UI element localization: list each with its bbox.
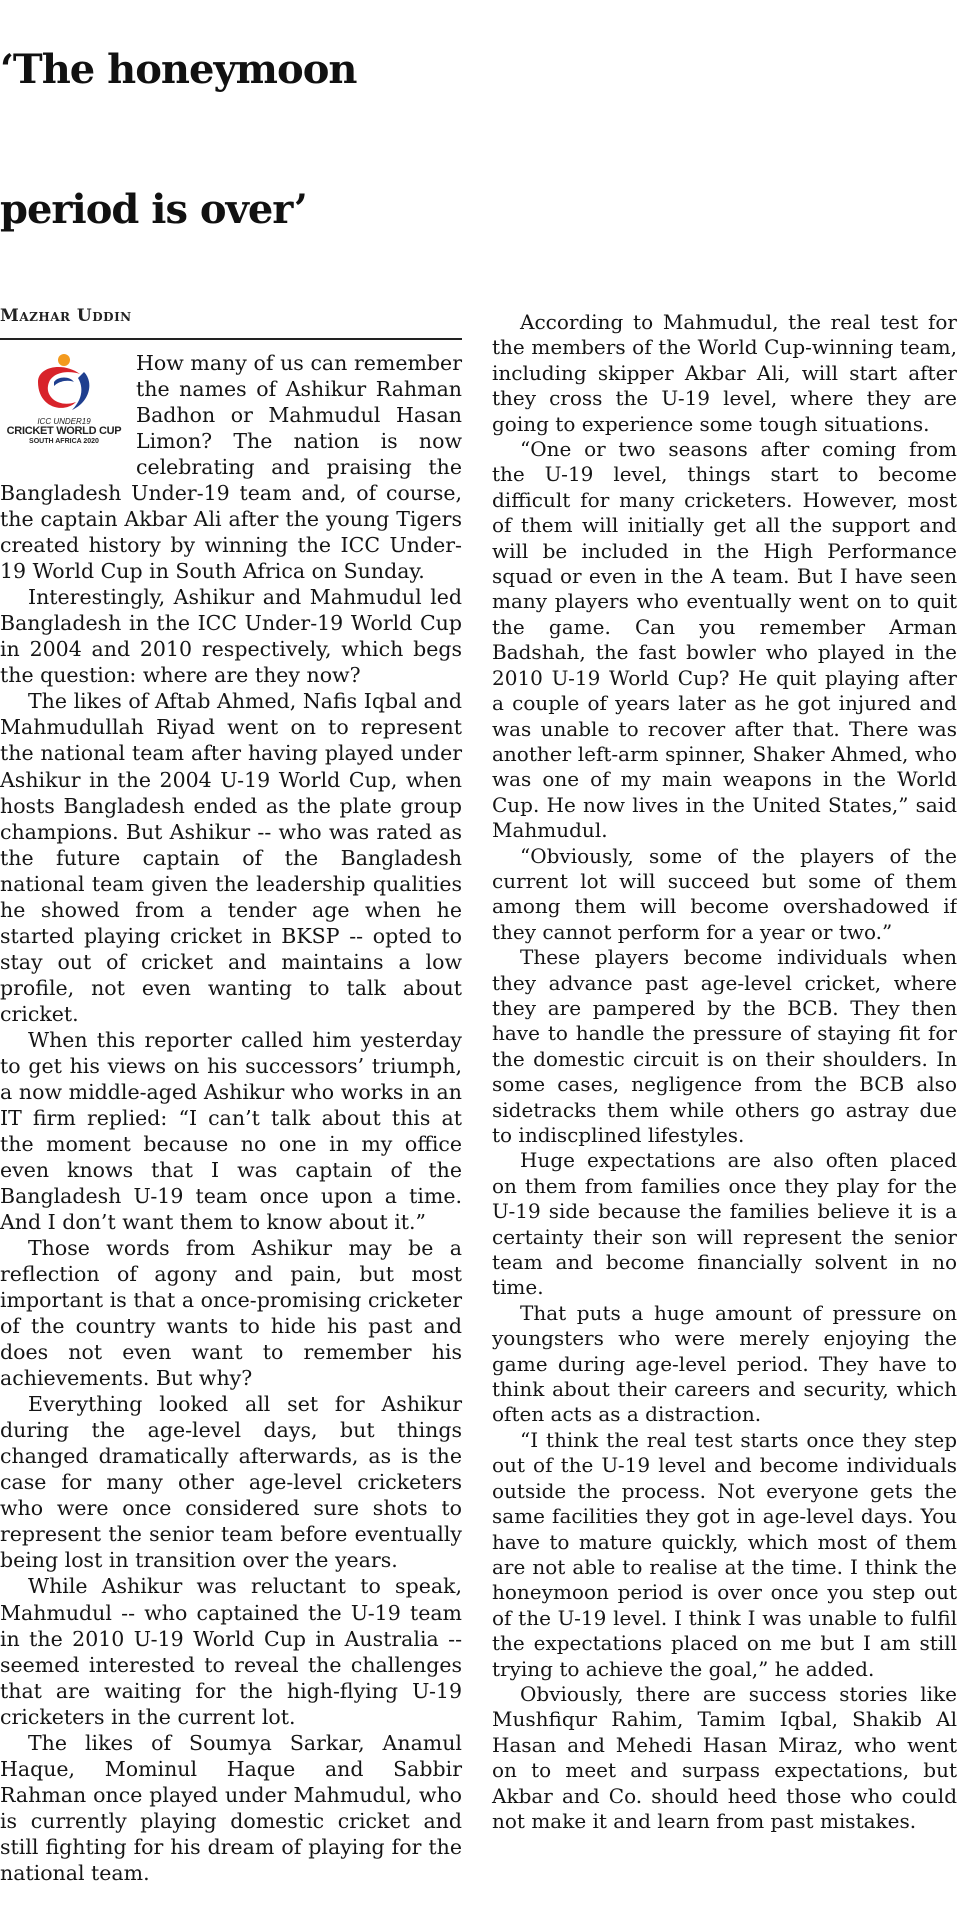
logo-line-1: ICC UNDER19 <box>37 417 91 426</box>
paragraph: Everything looked all set for Ashikur during the age-level days, but things changed dramatically afterwards, as is the case for many other age-level cricketers who were once considered sure shots to represent the senior team before eventually being lost in transition over the years. <box>0 1392 462 1573</box>
paragraph: That puts a huge amount of pressure on youngsters who were merely enjoying the game during age-level period. They have to think about their careers and security, which often acts as a distraction. <box>492 1300 957 1427</box>
paragraph: The likes of Soumya Sarkar, Anamul Haque, Mominul Haque and Sabbir Rahman once played under Mahmudul, who is currently playing domestic cricket and still fighting for his dream of playing for the national team. <box>0 1730 462 1885</box>
paragraph: According to Mahmudul, the real test for the members of the World Cup-winning team, including skipper Akbar Ali, will start after they cross the U-19 level, where they are going to experience some tough situations. <box>492 310 957 436</box>
article-column-right <box>492 310 957 1834</box>
paragraph: The likes of Aftab Ahmed, Nafis Iqbal and Mahmudullah Riyad went on to represent the national team after having played under Ashikur in the 2004 U-19 World Cup, when hosts Bangladesh ended as the plate group champions. But Ashikur -- who was rated as the future captain of the Bangladesh national team given the leadership qualities he showed from a tender age when he started playing cricket in BKSP -- opted to stay out of cricket and maintains a low profile, not even wanting to talk about cricket. <box>0 689 462 1026</box>
trophy-swirl-icon <box>24 352 104 418</box>
logo-line-2: CRICKET WORLD CUP <box>6 425 122 438</box>
paragraph: Obviously, there are success stories like Mushfiqur Rahim, Tamim Iqbal, Shakib Al Hasan and Mehedi Hasan Miraz, who went on to meet and surpass expectations, but Akbar and Co. should heed those who could not make it and learn from past mistakes. <box>492 1681 957 1833</box>
paragraph: “Obviously, some of the players of the current lot will succeed but some of them among them will become overshadowed if they cannot perform for a year or two.” <box>492 843 957 944</box>
icc-u19-world-cup-logo <box>0 352 128 458</box>
logo-line-3: SOUTH AFRICA 2020 <box>29 437 99 445</box>
headline <box>0 0 957 280</box>
byline: Mazhar Uddin <box>0 306 132 326</box>
paragraph: “One or two seasons after coming from the U-19 level, things start to become difficult for many cricketers. However, most of them will initially get all the support and will be included in the High Performance squad or even in the A team. But I have seen many players who eventually went on to quit the game. Can you remember Arman Badshah, the fast bowler who played in the 2010 U-19 World Cup? He quit playing after a couple of years later as he got injured and was unable to recover after that. There was another left-arm spinner, Shaker Ahmed, who was one of my main weapons in the World Cup. He now lives in the United States,” said Mahmudul. <box>492 437 957 843</box>
headline-line-1: ‘The honeymoon <box>0 46 357 93</box>
paragraph: Interestingly, Ashikur and Mahmudul led Bangladesh in the ICC Under-19 World Cup in 2004 and 2010 respectively, which begs the question: where are they now? <box>0 585 462 688</box>
paragraph: How many of us can remember the names of Ashikur Rahman Badhon or Mahmudul Hasan Limon? The nation is now celebrating and praising the Bangladesh Under-19 team and, of course, the captain Akbar Ali after the young Tigers created history by winning the ICC Under-19 World Cup in South Africa on Sunday. <box>0 351 462 584</box>
paragraph: These players become individuals when they advance past age-level cricket, where they are pampered by the BCB. They then have to handle the pressure of staying fit for the domestic circuit is on their shoulders. In some cases, negligence from the BCB also sidetracks them while others go astray due to indiscplined lifestyles. <box>492 945 957 1147</box>
paragraph: Those words from Ashikur may be a reflection of agony and pain, but most important is that a once-promising cricketer of the country wants to hide his past and does not even want to remember his achievements. But why? <box>0 1236 462 1391</box>
paragraph: Huge expectations are also often placed on them from families once they play for the U-19 side because the families believe it is a certainty their son will represent the senior team and become financially solvent in no time. <box>492 1148 957 1300</box>
byline-divider <box>0 338 462 340</box>
paragraph: While Ashikur was reluctant to speak, Mahmudul -- who captained the U-19 team in the 2010 U-19 World Cup in Australia -- seemed interested to reveal the challenges that are waiting for the high-flying U-19 cricketers in the current lot. <box>0 1574 462 1729</box>
article-column-left <box>0 350 462 1886</box>
headline-line-2: period is over’ <box>0 186 307 233</box>
paragraph: When this reporter called him yesterday to get his views on his successors’ triumph, a now middle-aged Ashikur who works in an IT firm replied: “I can’t talk about this at the moment because no one in my office even knows that I was captain of the Bangladesh U-19 team once upon a time. And I don’t want them to know about it.” <box>0 1027 462 1235</box>
paragraph: “I think the real test starts once they step out of the U-19 level and become individuals outside the process. Not everyone gets the same facilities they got in age-level days. You have to mature quickly, which most of them are not able to realise at the time. I think the honeymoon period is over once you step out of the U-19 level. I think I was unable to fulfil the expectations placed on me but I am still trying to achieve the goal,” he added. <box>492 1427 957 1681</box>
